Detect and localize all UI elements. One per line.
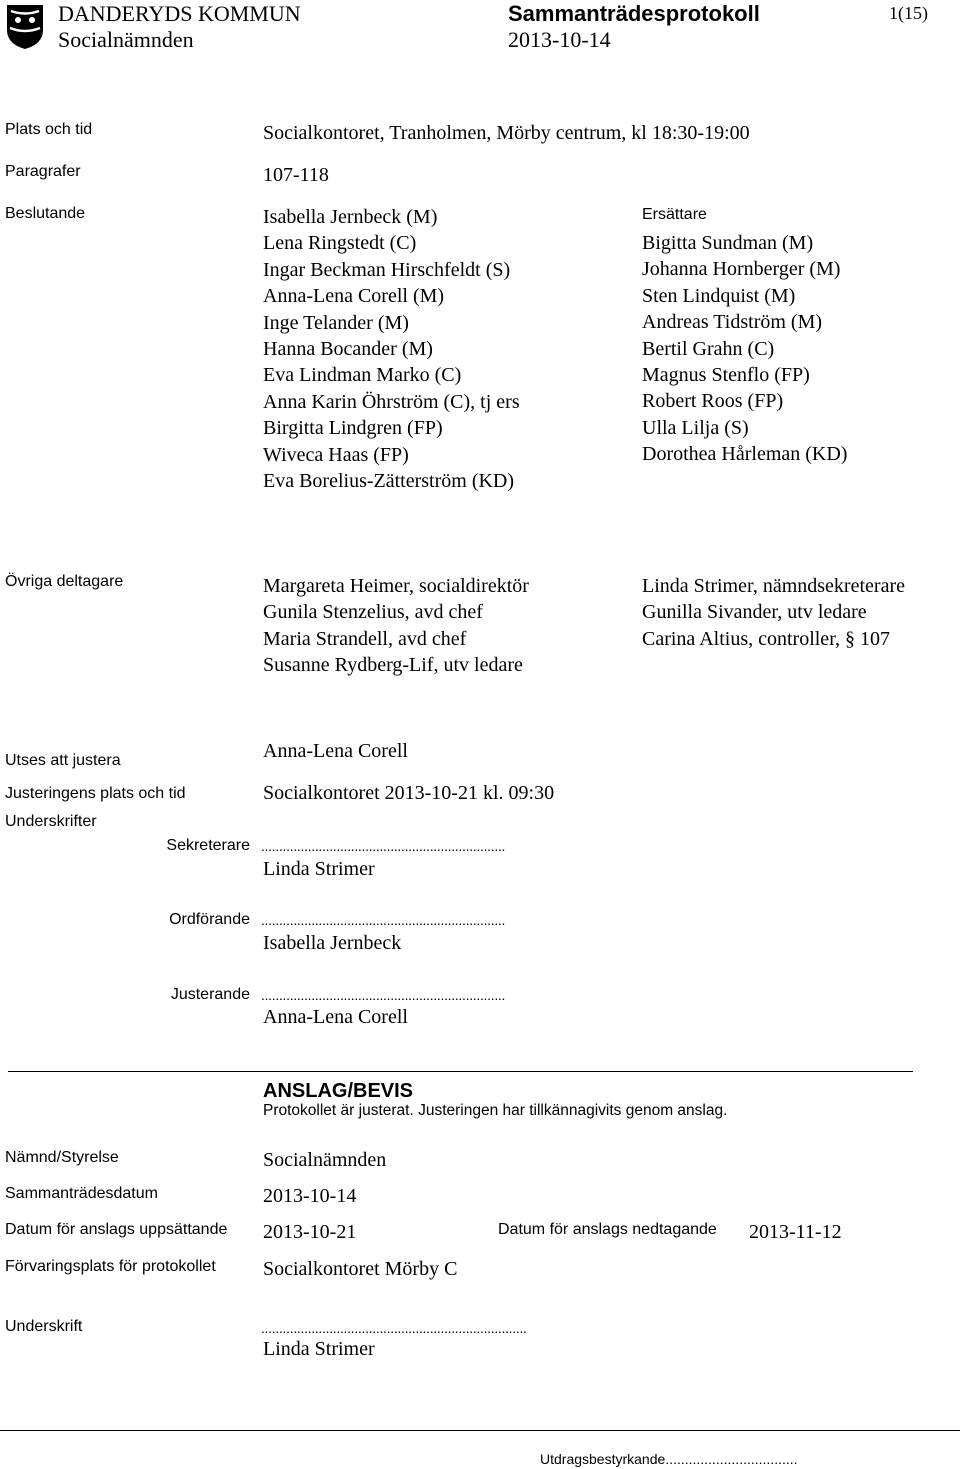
- storage-label: Förvaringsplats för protokollet: [5, 1258, 216, 1275]
- participant-item: Margareta Heimer, socialdirektör: [263, 575, 529, 597]
- members-list: [263, 204, 520, 494]
- secretary-name: Linda Strimer: [263, 858, 375, 880]
- certifier-line: Utdragsbestyrkande..................................: [540, 1451, 798, 1467]
- adjuster-signature-label: Justerande: [170, 986, 250, 1003]
- decision-makers-label: Beslutande: [5, 205, 86, 222]
- secretary-signature-line: ....................................................................: [261, 838, 506, 854]
- member-item: Anna-Lena Corell (M): [263, 285, 445, 308]
- substitutes-list: [642, 230, 847, 468]
- org-name: DANDERYDS KOMMUN: [58, 1, 301, 26]
- member-item: Hanna Bocander (M): [263, 337, 433, 360]
- substitute-item: Johanna Hornberger (M): [642, 258, 841, 281]
- place-value: Socialkontoret, Tranholmen, Mörby centrum, kl 18:30-19:00: [263, 122, 750, 144]
- substitute-item: Dorothea Hårleman (KD): [642, 443, 848, 466]
- storage-value: Socialkontoret Mörby C: [263, 1258, 458, 1280]
- header-date: 2013-10-14: [508, 27, 611, 52]
- member-item: Eva Borelius-Zätterström (KD): [263, 469, 515, 492]
- member-item: Birgitta Lindgren (FP): [263, 417, 443, 440]
- signature-name: Linda Strimer: [263, 1338, 375, 1360]
- member-item: Wiveca Haas (FP): [263, 443, 409, 466]
- posted-date-value: 2013-10-21: [263, 1221, 357, 1243]
- meeting-date-label: Sammanträdesdatum: [5, 1185, 158, 1202]
- participant-item: Susanne Rydberg-Lif, utv ledare: [263, 654, 523, 677]
- adjustment-place-value: Socialkontoret 2013-10-21 kl. 09:30: [263, 782, 555, 804]
- member-item: Anna Karin Öhrström (C), tj ers: [263, 390, 520, 413]
- signature-line: ..........................................................................: [261, 1320, 527, 1336]
- place-label: Plats och tid: [5, 121, 93, 138]
- removed-date-label: Datum för anslags nedtagande: [498, 1221, 717, 1238]
- section-divider: [8, 1071, 913, 1072]
- participant-item: Linda Strimer, nämndsekreterare: [642, 575, 905, 597]
- adjuster-label: Utses att justera: [5, 752, 121, 769]
- substitute-item: Andreas Tidström (M): [642, 311, 823, 334]
- page-number: 1(15): [889, 3, 928, 23]
- paragraphs-label: Paragrafer: [5, 163, 81, 180]
- signature-label: Underskrift: [5, 1318, 83, 1335]
- substitute-item: Ulla Lilja (S): [642, 416, 749, 439]
- member-item: Eva Lindman Marko (C): [263, 364, 462, 387]
- notice-title: ANSLAG/BEVIS: [263, 1080, 414, 1102]
- notice-subtitle: Protokollet är justerat. Justeringen har tillkännagivits genom anslag.: [263, 1102, 728, 1119]
- posted-date-label: Datum för anslags uppsättande: [5, 1221, 228, 1238]
- substitutes-label: Ersättare: [642, 206, 707, 223]
- notice-board-label: Nämnd/Styrelse: [5, 1149, 119, 1166]
- adjuster-signature-name: Anna-Lena Corell: [263, 1006, 408, 1028]
- removed-date-value: 2013-11-12: [749, 1221, 842, 1243]
- substitute-item: Bigitta Sundman (M): [642, 232, 814, 254]
- others-left-list: [263, 573, 529, 679]
- coat-of-arms-logo: [6, 4, 44, 50]
- others-label: Övriga deltagare: [5, 573, 124, 590]
- meeting-date-value: 2013-10-14: [263, 1185, 357, 1207]
- participant-item: Carina Altius, controller, § 107: [642, 627, 891, 650]
- participant-item: Maria Strandell, avd chef: [263, 627, 467, 650]
- substitute-item: Sten Lindquist (M): [642, 284, 796, 307]
- chair-name: Isabella Jernbeck: [263, 932, 402, 954]
- member-item: Inge Telander (M): [263, 311, 409, 334]
- signatures-label: Underskrifter: [5, 813, 97, 830]
- adjustment-place-label: Justeringens plats och tid: [5, 785, 186, 802]
- doc-type: Sammanträdesprotokoll: [508, 1, 760, 26]
- member-item: Lena Ringstedt (C): [263, 232, 417, 255]
- chair-signature-line: ....................................................................: [261, 912, 506, 928]
- adjuster-signature-line: ....................................................................: [261, 987, 506, 1003]
- adjuster-value: Anna-Lena Corell: [263, 740, 408, 762]
- participant-item: Gunilla Sivander, utv ledare: [642, 601, 867, 624]
- participant-item: Gunila Stenzelius, avd chef: [263, 601, 483, 624]
- paragraphs-value: 107-118: [263, 164, 329, 186]
- member-item: Isabella Jernbeck (M): [263, 206, 438, 228]
- substitute-item: Robert Roos (FP): [642, 390, 784, 413]
- notice-board-value: Socialnämnden: [263, 1149, 387, 1171]
- substitute-item: Magnus Stenflo (FP): [642, 363, 810, 386]
- substitute-item: Bertil Grahn (C): [642, 337, 775, 360]
- chair-label: Ordförande: [169, 911, 250, 928]
- member-item: Ingar Beckman Hirschfeldt (S): [263, 258, 511, 281]
- secretary-label: Sekreterare: [166, 837, 250, 854]
- others-right-list: [642, 573, 905, 652]
- board-name: Socialnämnden: [58, 27, 194, 52]
- footer-divider: [0, 1430, 960, 1431]
